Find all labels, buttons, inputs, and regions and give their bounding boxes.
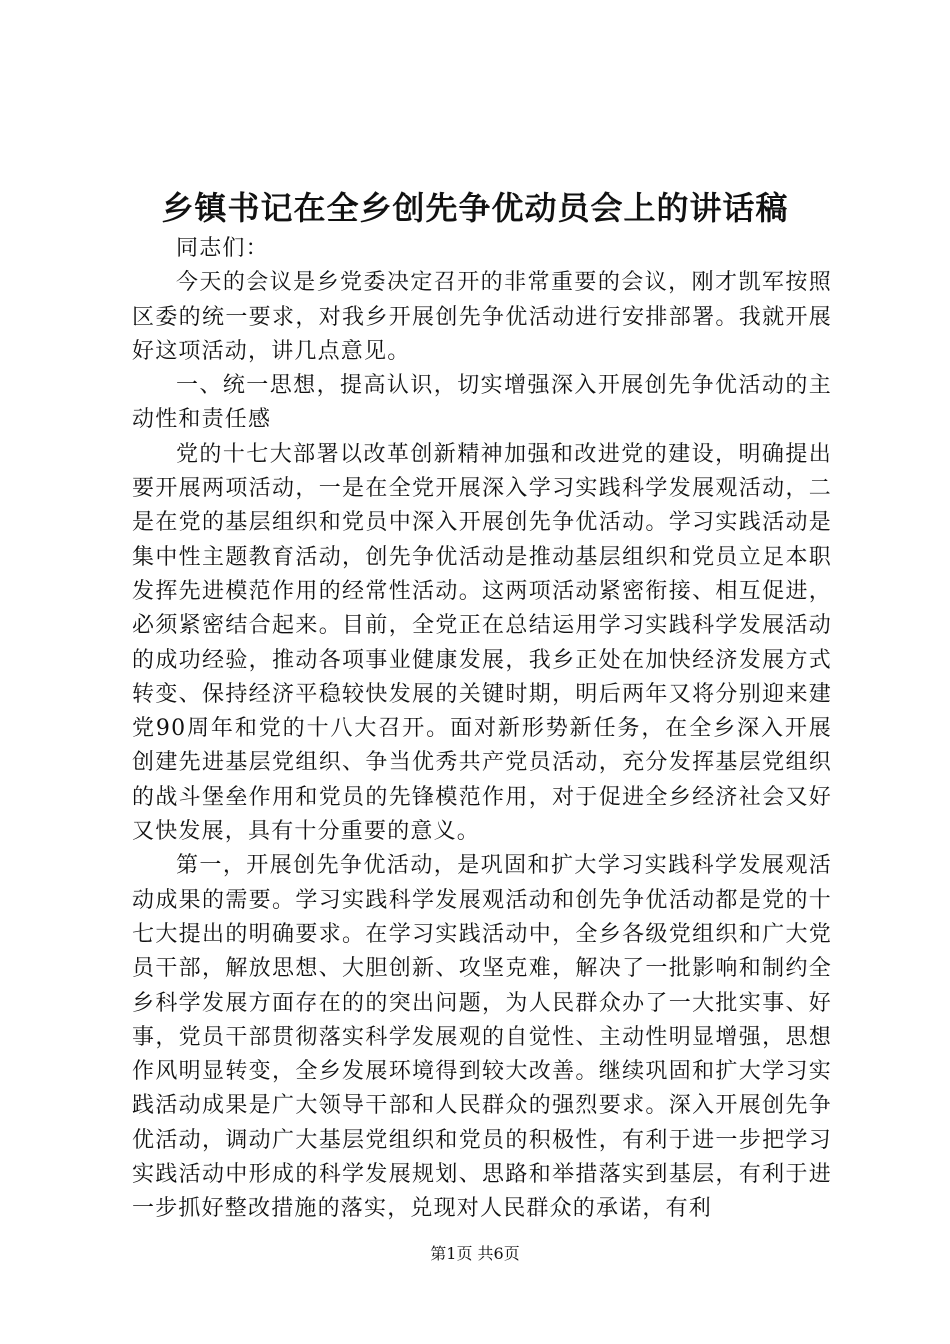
page-footer: 第1页 共6页 xyxy=(430,1244,520,1263)
paragraph-salutation: 同志们： xyxy=(176,236,269,261)
paragraph-first-point: 第一，开展创先争优活动，是巩固和扩大学习实践科学发展观活动成果的需要。学习实践科学发展观活动和创先争优活动都是党的十七大提出的明确要求。在学习实践活动中，全乡各级党组织和广大党员干部，解放思想、大胆创新、攻坚克难，解决了一批影响和制约全乡科学发展方面存在的的突出问题，为人民群众办了一大批实事、好事，党员干部贯彻落实科学发展观的自觉性、主动性明显增强，思想作风明显转变，全乡发展环境得到较大改善。继续巩固和扩大学习实践活动成果是广大领导干部和人民群众的强烈要求。深入开展创先争优活动，调动广大基层党组织和党员的积极性，有利于进一步把学习实践活动中形成的科学发展规划、思路和举措落实到基层，有利于进一步抓好整改措施的落实，兑现对人民群众的承诺，有利 xyxy=(132,853,832,1222)
document-title: 乡镇书记在全乡创先争优动员会上的讲话稿 xyxy=(161,189,789,227)
section-heading-1: 一、统一思想，提高认识，切实增强深入开展创先争优活动的主动性和责任感 xyxy=(132,373,832,433)
document-body xyxy=(132,232,832,1227)
paragraph-body: 党的十七大部署以改革创新精神加强和改进党的建设，明确提出要开展两项活动，一是在全党开展深入学习实践科学发展观活动，二是在党的基层组织和党员中深入开展创先争优活动。学习实践活动是集中性主题教育活动，创先争优活动是推动基层组织和党员立足本职发挥先进模范作用的经常性活动。这两项活动紧密衔接、相互促进，必须紧密结合起来。目前，全党正在总结运用学习实践科学发展活动的成功经验，推动各项事业健康发展，我乡正处在加快经济发展方式转变、保持经济平稳较快发展的关键时期，明后两年又将分别迎来建党90周年和党的十八大召开。面对新形势新任务，在全乡深入开展创建先进基层党组织、争当优秀共产党员活动，充分发挥基层党组织的战斗堡垒作用和党员的先锋模范作用，对于促进全乡经济社会又好又快发展，具有十分重要的意义。 xyxy=(132,441,832,845)
paragraph-intro: 今天的会议是乡党委决定召开的非常重要的会议，刚才凯军按照区委的统一要求，对我乡开展创先争优活动进行安排部署。我就开展好这项活动，讲几点意见。 xyxy=(132,270,832,364)
